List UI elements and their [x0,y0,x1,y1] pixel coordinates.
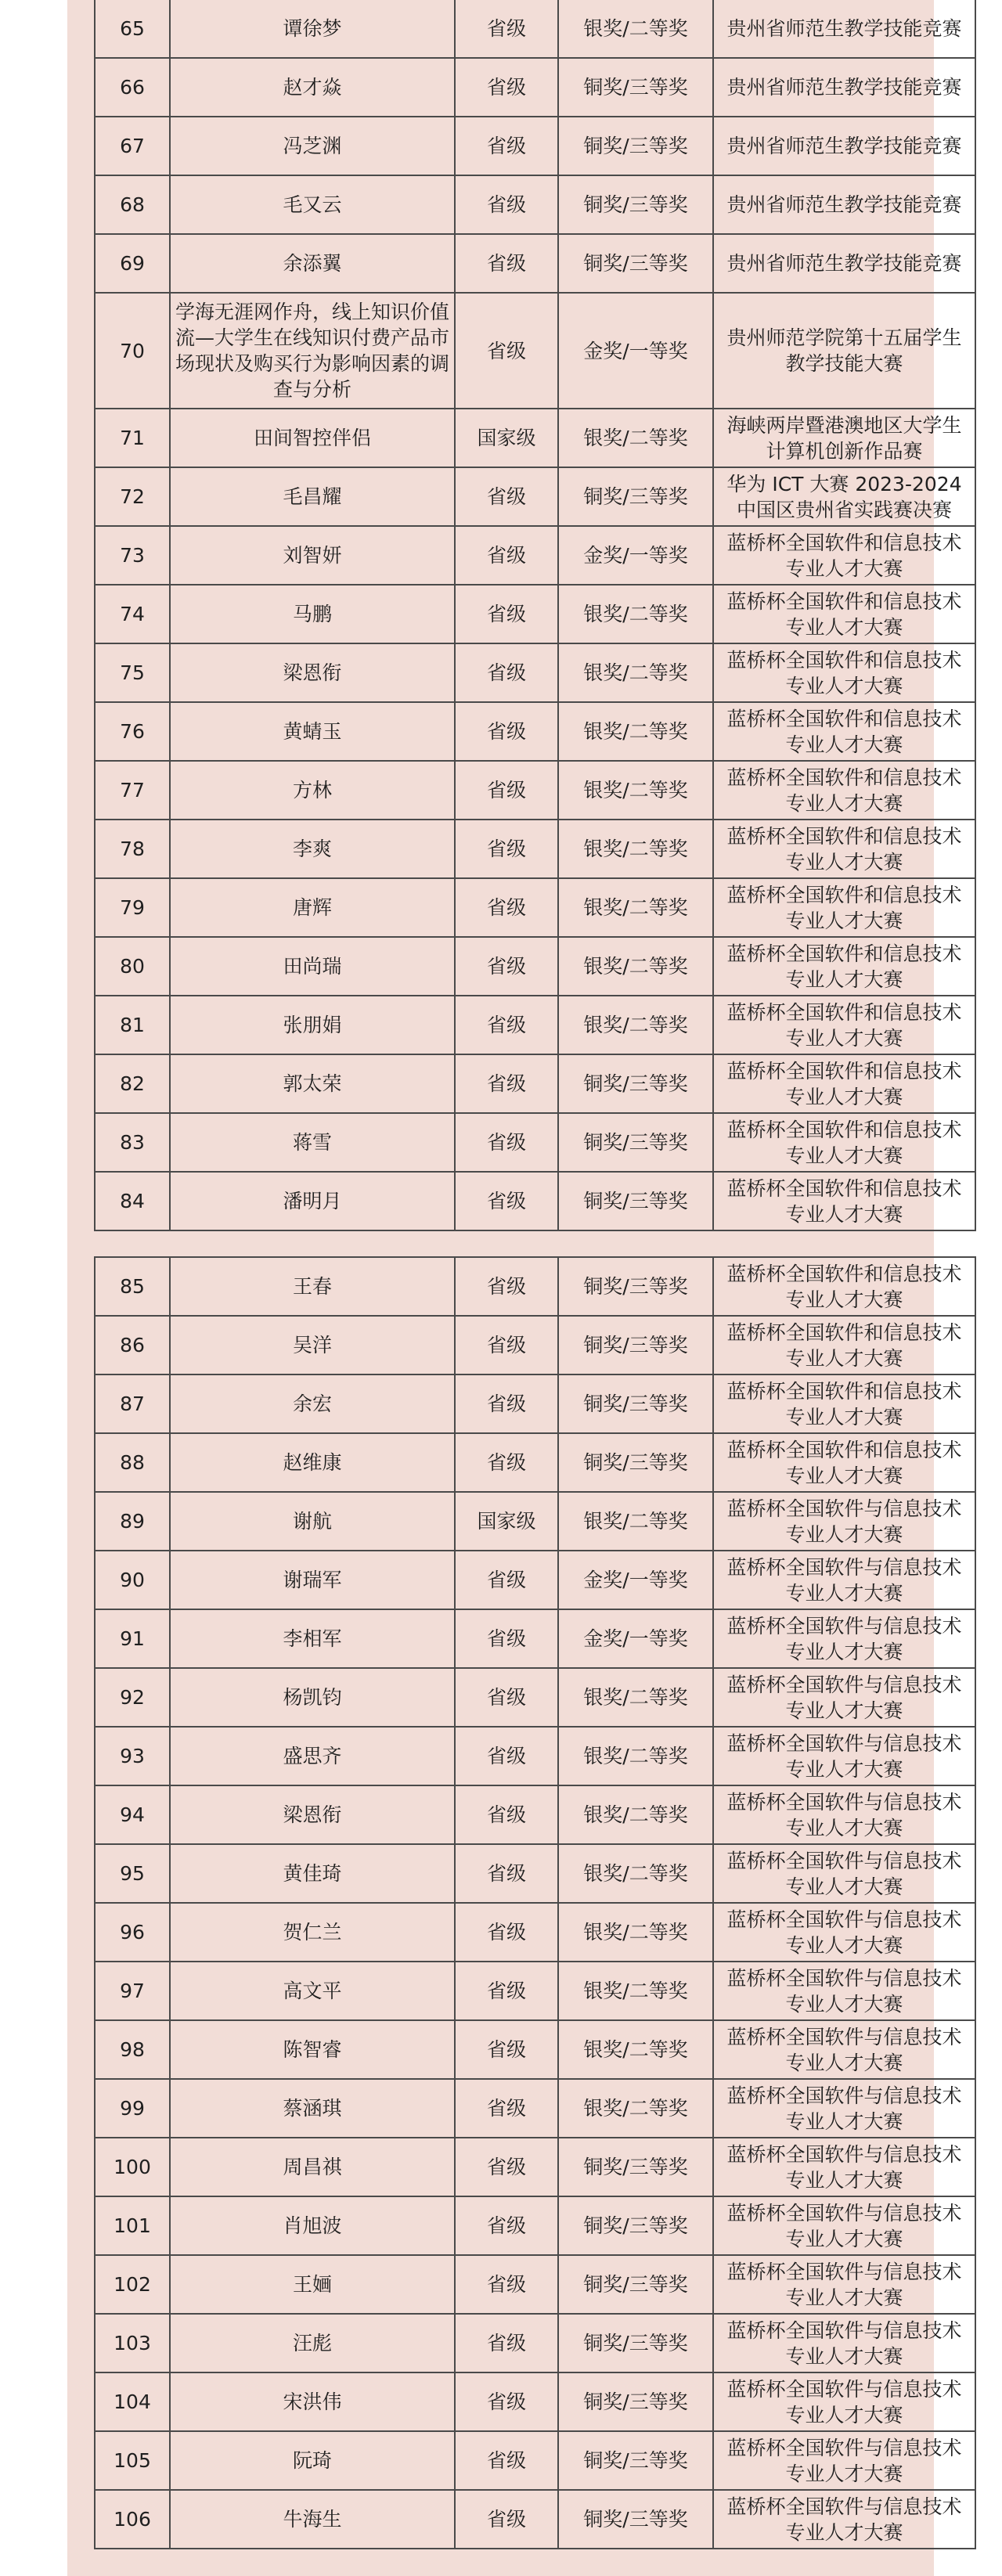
cell-competition: 蓝桥杯全国软件和信息技术专业人才大赛 [713,820,975,878]
cell-competition: 蓝桥杯全国软件与信息技术专业人才大赛 [713,2255,975,2314]
cell-number: 94 [95,1785,170,1844]
cell-level: 省级 [455,1433,558,1492]
table-row [95,526,975,585]
cell-name: 赵维康 [170,1433,455,1492]
cell-name: 王春 [170,1257,455,1316]
cell-level: 省级 [455,2138,558,2196]
cell-level: 省级 [455,293,558,409]
cell-number: 86 [95,1316,170,1374]
cell-number: 81 [95,996,170,1054]
table-row [95,467,975,526]
table-row [95,1172,975,1230]
cell-number: 87 [95,1374,170,1433]
cell-competition: 蓝桥杯全国软件与信息技术专业人才大赛 [713,1962,975,2020]
cell-award: 铜奖/三等奖 [558,234,713,293]
cell-name: 黄佳琦 [170,1844,455,1903]
table-row [95,937,975,996]
cell-number: 102 [95,2255,170,2314]
cell-name: 刘智妍 [170,526,455,585]
cell-number: 104 [95,2372,170,2431]
cell-name: 谢瑞军 [170,1551,455,1609]
cell-award: 铜奖/三等奖 [558,117,713,175]
cell-level: 省级 [455,234,558,293]
cell-level: 省级 [455,2431,558,2490]
cell-award: 铜奖/三等奖 [558,2314,713,2372]
cell-competition: 蓝桥杯全国软件与信息技术专业人才大赛 [713,1609,975,1668]
awards-table-top [94,0,976,1231]
cell-number: 74 [95,585,170,643]
cell-competition: 贵州省师范生教学技能竞赛 [713,58,975,117]
cell-level: 省级 [455,2196,558,2255]
table-row [95,1609,975,1668]
cell-award: 银奖/二等奖 [558,1962,713,2020]
table-row [95,234,975,293]
cell-level: 省级 [455,937,558,996]
cell-level: 国家级 [455,1492,558,1551]
cell-level: 省级 [455,1113,558,1172]
cell-level: 省级 [455,2079,558,2138]
table-row [95,2196,975,2255]
cell-name: 余添翼 [170,234,455,293]
cell-number: 88 [95,1433,170,1492]
cell-competition: 蓝桥杯全国软件与信息技术专业人才大赛 [713,1668,975,1727]
cell-number: 85 [95,1257,170,1316]
cell-name: 陈智睿 [170,2020,455,2079]
cell-level: 省级 [455,1551,558,1609]
cell-award: 银奖/二等奖 [558,1844,713,1903]
cell-number: 71 [95,409,170,467]
cell-award: 银奖/二等奖 [558,878,713,937]
cell-number: 100 [95,2138,170,2196]
cell-competition: 蓝桥杯全国软件与信息技术专业人才大赛 [713,1551,975,1609]
cell-level: 省级 [455,702,558,761]
cell-name: 蔡涵琪 [170,2079,455,2138]
cell-award: 铜奖/三等奖 [558,2372,713,2431]
cell-competition: 贵州师范学院第十五届学生教学技能大赛 [713,293,975,409]
cell-number: 82 [95,1054,170,1113]
cell-competition: 蓝桥杯全国软件与信息技术专业人才大赛 [713,1727,975,1785]
cell-level: 省级 [455,117,558,175]
cell-award: 铜奖/三等奖 [558,2255,713,2314]
cell-level: 省级 [455,996,558,1054]
cell-award: 金奖/一等奖 [558,1551,713,1609]
cell-level: 省级 [455,526,558,585]
cell-name: 贺仁兰 [170,1903,455,1962]
cell-number: 98 [95,2020,170,2079]
cell-name: 宋洪伟 [170,2372,455,2431]
cell-number: 66 [95,58,170,117]
cell-award: 银奖/二等奖 [558,1668,713,1727]
cell-number: 95 [95,1844,170,1903]
cell-name: 冯芝渊 [170,117,455,175]
cell-name: 方林 [170,761,455,820]
cell-competition: 蓝桥杯全国软件与信息技术专业人才大赛 [713,2196,975,2255]
cell-award: 金奖/一等奖 [558,526,713,585]
cell-name: 梁恩衔 [170,1785,455,1844]
cell-name: 郭太荣 [170,1054,455,1113]
table-row [95,58,975,117]
cell-level: 省级 [455,1054,558,1113]
table-row [95,0,975,58]
cell-name: 马鹏 [170,585,455,643]
cell-number: 89 [95,1492,170,1551]
cell-name: 盛思齐 [170,1727,455,1785]
table-row [95,1492,975,1551]
cell-level: 省级 [455,1374,558,1433]
awards-table-bottom [94,1256,976,2549]
cell-competition: 蓝桥杯全国软件和信息技术专业人才大赛 [713,937,975,996]
cell-competition: 蓝桥杯全国软件与信息技术专业人才大赛 [713,1903,975,1962]
cell-competition: 蓝桥杯全国软件和信息技术专业人才大赛 [713,996,975,1054]
cell-number: 99 [95,2079,170,2138]
cell-name: 毛又云 [170,175,455,234]
cell-award: 铜奖/三等奖 [558,2196,713,2255]
cell-award: 银奖/二等奖 [558,820,713,878]
cell-award: 银奖/二等奖 [558,643,713,702]
cell-competition: 蓝桥杯全国软件和信息技术专业人才大赛 [713,761,975,820]
table-row [95,2138,975,2196]
cell-competition: 蓝桥杯全国软件和信息技术专业人才大赛 [713,878,975,937]
cell-competition: 蓝桥杯全国软件与信息技术专业人才大赛 [713,1844,975,1903]
cell-level: 省级 [455,761,558,820]
cell-number: 73 [95,526,170,585]
table-row [95,117,975,175]
cell-award: 铜奖/三等奖 [558,1172,713,1230]
cell-award: 铜奖/三等奖 [558,2431,713,2490]
cell-level: 省级 [455,175,558,234]
cell-award: 银奖/二等奖 [558,409,713,467]
cell-competition: 贵州省师范生教学技能竞赛 [713,0,975,58]
table-row [95,409,975,467]
cell-level: 省级 [455,1609,558,1668]
table-row [95,1844,975,1903]
cell-competition: 贵州省师范生教学技能竞赛 [713,234,975,293]
cell-level: 省级 [455,643,558,702]
cell-name: 高文平 [170,1962,455,2020]
cell-number: 96 [95,1903,170,1962]
cell-award: 银奖/二等奖 [558,585,713,643]
cell-number: 72 [95,467,170,526]
cell-award: 银奖/二等奖 [558,937,713,996]
cell-award: 铜奖/三等奖 [558,2490,713,2549]
cell-competition: 蓝桥杯全国软件与信息技术专业人才大赛 [713,2314,975,2372]
table-row [95,2431,975,2490]
cell-number: 83 [95,1113,170,1172]
cell-award: 铜奖/三等奖 [558,2138,713,2196]
table-row [95,996,975,1054]
cell-award: 金奖/一等奖 [558,293,713,409]
table-row [95,1257,975,1316]
table-row [95,2079,975,2138]
cell-number: 76 [95,702,170,761]
cell-name: 肖旭波 [170,2196,455,2255]
cell-number: 105 [95,2431,170,2490]
cell-competition: 蓝桥杯全国软件与信息技术专业人才大赛 [713,2431,975,2490]
table-row [95,1785,975,1844]
table-row [95,175,975,234]
cell-number: 97 [95,1962,170,2020]
cell-name: 周昌祺 [170,2138,455,2196]
cell-award: 银奖/二等奖 [558,1903,713,1962]
cell-award: 铜奖/三等奖 [558,1374,713,1433]
table-row [95,820,975,878]
table-row [95,1668,975,1727]
cell-competition: 蓝桥杯全国软件和信息技术专业人才大赛 [713,1054,975,1113]
cell-level: 省级 [455,585,558,643]
cell-name: 阮琦 [170,2431,455,2490]
cell-name: 吴洋 [170,1316,455,1374]
cell-number: 78 [95,820,170,878]
cell-number: 67 [95,117,170,175]
awards-table-bottom-body [95,1257,975,2549]
cell-competition: 蓝桥杯全国软件与信息技术专业人才大赛 [713,2020,975,2079]
cell-level: 省级 [455,58,558,117]
cell-competition: 贵州省师范生教学技能竞赛 [713,117,975,175]
cell-competition: 蓝桥杯全国软件和信息技术专业人才大赛 [713,643,975,702]
cell-award: 银奖/二等奖 [558,761,713,820]
cell-level: 省级 [455,1903,558,1962]
cell-number: 101 [95,2196,170,2255]
cell-award: 铜奖/三等奖 [558,1433,713,1492]
table-row [95,702,975,761]
cell-name: 田间智控伴侣 [170,409,455,467]
cell-number: 68 [95,175,170,234]
awards-table-top-body [95,0,975,1230]
table-row [95,643,975,702]
table-row [95,2314,975,2372]
cell-competition: 贵州省师范生教学技能竞赛 [713,175,975,234]
cell-award: 金奖/一等奖 [558,1609,713,1668]
cell-competition: 华为 ICT 大赛 2023-2024 中国区贵州省实践赛决赛 [713,467,975,526]
cell-competition: 蓝桥杯全国软件和信息技术专业人才大赛 [713,1433,975,1492]
cell-number: 90 [95,1551,170,1609]
cell-name: 赵才焱 [170,58,455,117]
table-row [95,1551,975,1609]
cell-competition: 蓝桥杯全国软件与信息技术专业人才大赛 [713,1785,975,1844]
table-row [95,1113,975,1172]
cell-level: 省级 [455,1172,558,1230]
table-row [95,2490,975,2549]
cell-award: 铜奖/三等奖 [558,175,713,234]
table-row [95,1433,975,1492]
cell-competition: 蓝桥杯全国软件与信息技术专业人才大赛 [713,1492,975,1551]
cell-level: 省级 [455,2490,558,2549]
table-row [95,1903,975,1962]
cell-number: 77 [95,761,170,820]
cell-number: 65 [95,0,170,58]
cell-level: 省级 [455,1316,558,1374]
table-row [95,878,975,937]
cell-award: 银奖/二等奖 [558,1727,713,1785]
cell-award: 铜奖/三等奖 [558,58,713,117]
cell-award: 铜奖/三等奖 [558,1257,713,1316]
table-row [95,2255,975,2314]
cell-competition: 蓝桥杯全国软件和信息技术专业人才大赛 [713,1316,975,1374]
cell-name: 谢航 [170,1492,455,1551]
cell-level: 省级 [455,1727,558,1785]
cell-name: 余宏 [170,1374,455,1433]
cell-name: 蒋雪 [170,1113,455,1172]
cell-level: 省级 [455,467,558,526]
cell-name: 梁恩衔 [170,643,455,702]
cell-competition: 蓝桥杯全国软件和信息技术专业人才大赛 [713,585,975,643]
cell-competition: 蓝桥杯全国软件和信息技术专业人才大赛 [713,526,975,585]
cell-name: 黄蜻玉 [170,702,455,761]
cell-competition: 海峡两岸暨港澳地区大学生计算机创新作品赛 [713,409,975,467]
table-row [95,1054,975,1113]
cell-competition: 蓝桥杯全国软件与信息技术专业人才大赛 [713,2372,975,2431]
cell-level: 国家级 [455,409,558,467]
table-row [95,1374,975,1433]
cell-award: 银奖/二等奖 [558,2079,713,2138]
table-row [95,585,975,643]
cell-competition: 蓝桥杯全国软件与信息技术专业人才大赛 [713,2079,975,2138]
cell-number: 106 [95,2490,170,2549]
cell-award: 银奖/二等奖 [558,1492,713,1551]
cell-name: 潘明月 [170,1172,455,1230]
cell-competition: 蓝桥杯全国软件和信息技术专业人才大赛 [713,1113,975,1172]
cell-number: 93 [95,1727,170,1785]
cell-level: 省级 [455,1257,558,1316]
cell-level: 省级 [455,820,558,878]
cell-award: 铜奖/三等奖 [558,1054,713,1113]
table-row [95,1962,975,2020]
cell-number: 70 [95,293,170,409]
cell-level: 省级 [455,2255,558,2314]
table-row [95,2020,975,2079]
table-row [95,1727,975,1785]
cell-number: 75 [95,643,170,702]
table-row [95,1316,975,1374]
cell-name: 杨凯钧 [170,1668,455,1727]
cell-competition: 蓝桥杯全国软件和信息技术专业人才大赛 [713,702,975,761]
cell-level: 省级 [455,2020,558,2079]
cell-award: 铜奖/三等奖 [558,1113,713,1172]
cell-name: 王婳 [170,2255,455,2314]
table-row [95,2372,975,2431]
cell-award: 铜奖/三等奖 [558,467,713,526]
cell-award: 银奖/二等奖 [558,2020,713,2079]
cell-name: 牛海生 [170,2490,455,2549]
table-row [95,761,975,820]
cell-competition: 蓝桥杯全国软件和信息技术专业人才大赛 [713,1257,975,1316]
cell-competition: 蓝桥杯全国软件和信息技术专业人才大赛 [713,1172,975,1230]
table-row [95,293,975,409]
cell-level: 省级 [455,1668,558,1727]
cell-level: 省级 [455,1785,558,1844]
cell-name: 唐辉 [170,878,455,937]
cell-number: 80 [95,937,170,996]
cell-name: 毛昌耀 [170,467,455,526]
cell-name: 谭徐梦 [170,0,455,58]
cell-award: 银奖/二等奖 [558,996,713,1054]
cell-number: 69 [95,234,170,293]
cell-award: 银奖/二等奖 [558,702,713,761]
cell-name: 张朋娟 [170,996,455,1054]
cell-number: 91 [95,1609,170,1668]
cell-award: 银奖/二等奖 [558,1785,713,1844]
cell-level: 省级 [455,2314,558,2372]
cell-number: 103 [95,2314,170,2372]
cell-name: 学海无涯网作舟，线上知识价值流—大学生在线知识付费产品市场现状及购买行为影响因素的调查与分析 [170,293,455,409]
cell-name: 田尚瑞 [170,937,455,996]
cell-level: 省级 [455,1962,558,2020]
cell-number: 79 [95,878,170,937]
cell-level: 省级 [455,1844,558,1903]
cell-competition: 蓝桥杯全国软件和信息技术专业人才大赛 [713,1374,975,1433]
cell-number: 92 [95,1668,170,1727]
cell-competition: 蓝桥杯全国软件与信息技术专业人才大赛 [713,2490,975,2549]
cell-level: 省级 [455,0,558,58]
cell-name: 李相军 [170,1609,455,1668]
cell-competition: 蓝桥杯全国软件与信息技术专业人才大赛 [713,2138,975,2196]
cell-level: 省级 [455,2372,558,2431]
cell-name: 汪彪 [170,2314,455,2372]
cell-award: 铜奖/三等奖 [558,1316,713,1374]
cell-number: 84 [95,1172,170,1230]
cell-award: 银奖/二等奖 [558,0,713,58]
cell-level: 省级 [455,878,558,937]
cell-name: 李爽 [170,820,455,878]
